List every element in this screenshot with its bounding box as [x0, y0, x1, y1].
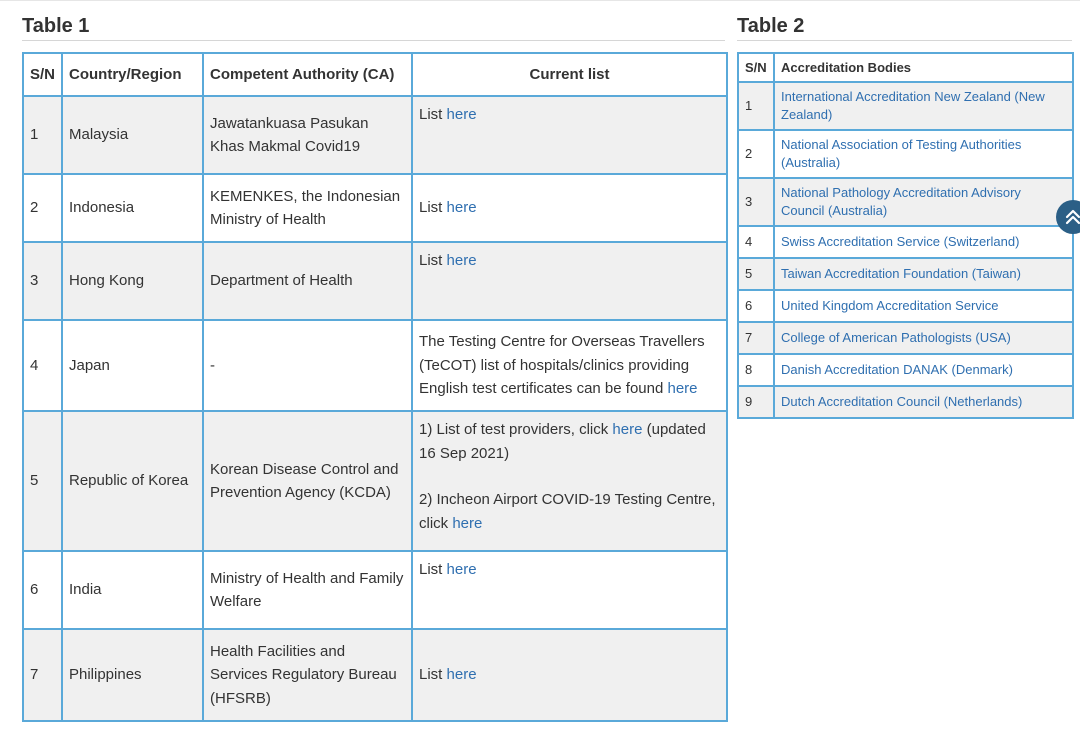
row-country: Malaysia [62, 96, 203, 174]
list-here-link[interactable]: here [446, 106, 477, 123]
row-authority: Jawatankuasa Pasukan Khas Makmal Covid19 [203, 96, 412, 174]
accreditation-body: National Pathology Accreditation Advisory Council (Australia) [774, 178, 1073, 226]
row-sn: 2 [738, 130, 774, 178]
row-sn: 9 [738, 386, 774, 418]
row-sn: 1 [738, 82, 774, 130]
incheon-here-link[interactable]: here [452, 514, 483, 532]
accreditation-bodies-table [737, 52, 1074, 419]
top-divider [0, 0, 1080, 1]
list-text: List [419, 252, 447, 269]
header-accreditation-bodies: Accreditation Bodies [774, 53, 1073, 82]
row-sn: 7 [23, 629, 62, 721]
row-authority: Ministry of Health and Family Welfare [203, 551, 412, 629]
table-row [738, 226, 1073, 258]
test-providers-here-link[interactable]: here [612, 421, 643, 438]
accreditation-body: College of American Pathologists (USA) [774, 322, 1073, 354]
row-authority: KEMENKES, the Indonesian Ministry of Health [203, 174, 412, 242]
list-text-1-suffix: (updated 16 Sep 2021) [419, 421, 706, 462]
table-row [738, 354, 1073, 386]
list-text: List [419, 199, 447, 217]
table-row [738, 386, 1073, 418]
table2-title: Table 2 [737, 14, 1072, 41]
row-sn: 5 [23, 411, 62, 551]
row-current-list [412, 320, 727, 411]
competent-authorities-table [22, 52, 728, 722]
row-sn: 5 [738, 258, 774, 290]
row-current-list [412, 174, 727, 242]
list-here-link[interactable]: here [667, 380, 698, 398]
list-text: The Testing Centre for Overseas Travellers (TeCOT) list of hospitals/clinics providing English test certificates can be found [419, 333, 705, 398]
header-current-list: Current list [412, 53, 727, 96]
row-current-list [412, 96, 727, 174]
table-row [738, 82, 1073, 130]
table-row [23, 551, 727, 629]
row-sn: 6 [23, 551, 62, 629]
row-authority: - [203, 320, 412, 411]
list-text: List [419, 666, 447, 684]
table-row [738, 322, 1073, 354]
row-current-list [412, 629, 727, 721]
list-here-link[interactable]: here [446, 561, 477, 578]
row-sn: 1 [23, 96, 62, 174]
row-authority: Korean Disease Control and Prevention Agency (KCDA) [203, 411, 412, 551]
row-sn: 4 [23, 320, 62, 411]
table-row [23, 242, 727, 320]
table-row [23, 320, 727, 411]
accreditation-body: Dutch Accreditation Council (Netherlands) [774, 386, 1073, 418]
header-sn: S/N [23, 53, 62, 96]
table1-title: Table 1 [22, 14, 725, 41]
paragraph-gap [419, 465, 720, 488]
chevron-double-up-icon [1064, 208, 1080, 226]
accreditation-body: Danish Accreditation DANAK (Denmark) [774, 354, 1073, 386]
row-sn: 3 [23, 242, 62, 320]
list-text: List [419, 561, 447, 578]
accreditation-body: Taiwan Accreditation Foundation (Taiwan) [774, 258, 1073, 290]
row-sn: 3 [738, 178, 774, 226]
row-authority: Health Facilities and Services Regulatory Bureau (HFSRB) [203, 629, 412, 721]
row-sn: 4 [738, 226, 774, 258]
row-current-list [412, 242, 727, 320]
table-row [738, 130, 1073, 178]
row-sn: 8 [738, 354, 774, 386]
list-text-2: 2) Incheon Airport COVID-19 Testing Centre, click [419, 491, 716, 532]
table-header-row [738, 53, 1073, 82]
accreditation-body: International Accreditation New Zealand (New Zealand) [774, 82, 1073, 130]
table-row [23, 174, 727, 242]
table-row [738, 258, 1073, 290]
row-country: India [62, 551, 203, 629]
row-sn: 2 [23, 174, 62, 242]
table-row [23, 629, 727, 721]
list-here-link[interactable]: here [446, 199, 477, 217]
accreditation-body: National Association of Testing Authorities (Australia) [774, 130, 1073, 178]
row-current-list [412, 411, 727, 551]
row-country: Philippines [62, 629, 203, 721]
header-country: Country/Region [62, 53, 203, 96]
table-row [23, 411, 727, 551]
header-sn: S/N [738, 53, 774, 82]
table-row [738, 178, 1073, 226]
list-here-link[interactable]: here [446, 666, 477, 684]
row-sn: 7 [738, 322, 774, 354]
row-current-list [412, 551, 727, 629]
table-row [23, 96, 727, 174]
table-row [738, 290, 1073, 322]
row-country: Indonesia [62, 174, 203, 242]
row-country: Japan [62, 320, 203, 411]
row-country: Republic of Korea [62, 411, 203, 551]
list-text: List [419, 106, 447, 123]
accreditation-body: United Kingdom Accreditation Service [774, 290, 1073, 322]
table-header-row [23, 53, 727, 96]
list-text-1: 1) List of test providers, click [419, 421, 613, 438]
row-sn: 6 [738, 290, 774, 322]
accreditation-body: Swiss Accreditation Service (Switzerland) [774, 226, 1073, 258]
list-here-link[interactable]: here [446, 252, 477, 269]
row-country: Hong Kong [62, 242, 203, 320]
row-authority: Department of Health [203, 242, 412, 320]
header-authority: Competent Authority (CA) [203, 53, 412, 96]
